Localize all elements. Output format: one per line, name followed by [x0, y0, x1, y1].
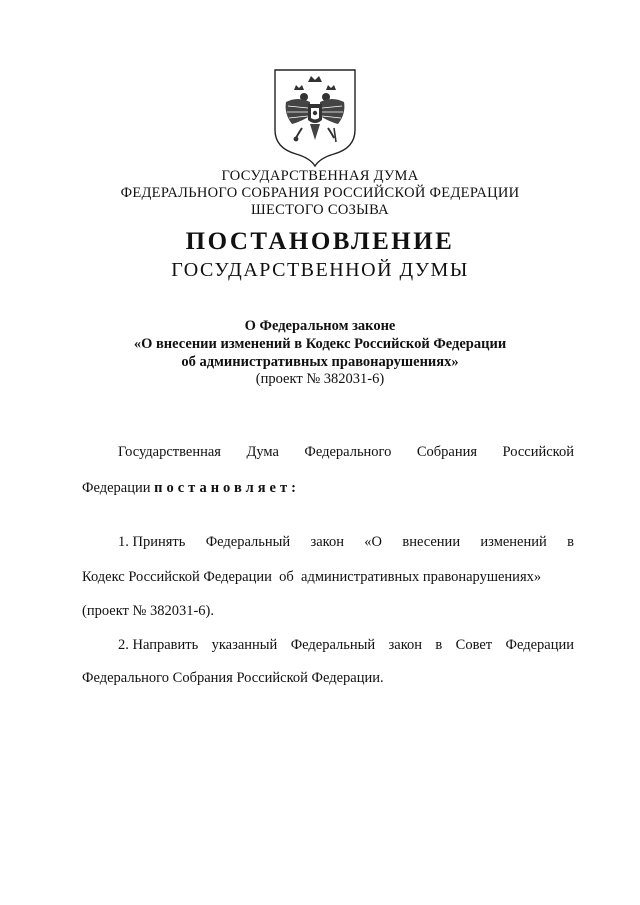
- intro-line-2: [82, 480, 574, 497]
- item-1-word: Федеральный: [205, 534, 291, 550]
- intro-word: Российской: [502, 444, 574, 460]
- item-2-word: указанный: [211, 637, 278, 653]
- item-2-word: закон: [388, 637, 423, 653]
- item-1-line-1: [118, 534, 574, 551]
- item-2-line-2: Федерального Собрания Российской Федерации.: [82, 670, 384, 686]
- intro-word: Собрания: [416, 444, 478, 460]
- subject-line-1: О Федеральном законе: [244, 318, 396, 334]
- subject-line-3: об административных правонарушениях»: [181, 354, 459, 370]
- document-subtitle: ГОСУДАРСТВЕННОЙ ДУМЫ: [171, 259, 469, 281]
- item-2-word: Совет: [455, 637, 493, 653]
- item-2-line-1: [118, 637, 574, 654]
- document-title: ПОСТАНОВЛЕНИЕ: [185, 228, 455, 255]
- subject-line-2: «О внесении изменений в Кодекс Российской Федерации: [133, 336, 507, 352]
- decree-word: постановляет:: [154, 480, 300, 496]
- intro-word: Федерального: [304, 444, 392, 460]
- intro-line-1: [118, 444, 574, 461]
- coat-of-arms-emblem: [270, 68, 360, 168]
- item-1-word: 1. Принять: [118, 534, 186, 550]
- item-2-word: Федерации: [505, 637, 574, 653]
- item-1-word: закон: [310, 534, 344, 550]
- convocation-line: ШЕСТОГО СОЗЫВА: [251, 202, 389, 218]
- intro-prefix: Федерации: [82, 480, 151, 496]
- org-name-line-2: ФЕДЕРАЛЬНОГО СОБРАНИЯ РОССИЙСКОЙ ФЕДЕРАЦИИ: [120, 185, 520, 201]
- item-1-word: изменений: [480, 534, 547, 550]
- org-name-line-1: ГОСУДАРСТВЕННАЯ ДУМА: [221, 168, 419, 184]
- bill-number: (проект № 382031-6): [255, 371, 385, 387]
- item-2-word: 2. Направить: [118, 637, 199, 653]
- item-2-word: Федеральный: [290, 637, 376, 653]
- intro-word: Дума: [246, 444, 279, 460]
- item-1-word: внесении: [402, 534, 461, 550]
- item-1-line-3: (проект № 382031-6).: [82, 603, 215, 619]
- item-2-word: в: [435, 637, 443, 653]
- item-1-word: в: [567, 534, 574, 550]
- item-1-word: «О: [364, 534, 383, 550]
- russian-coat-of-arms-icon: [270, 68, 360, 168]
- intro-word: Государственная: [118, 444, 221, 460]
- item-1-line-2: Кодекс Российской Федерации об административных правонарушениях»: [82, 569, 542, 585]
